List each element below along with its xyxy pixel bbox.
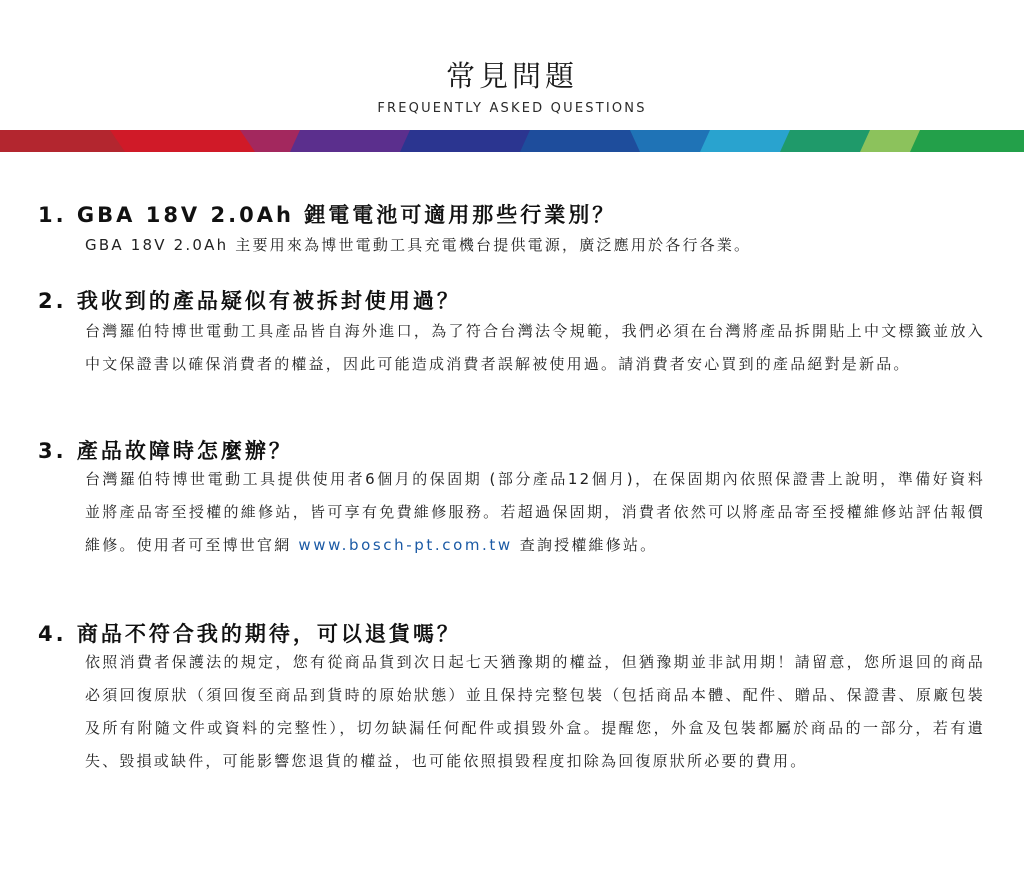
faq-question-2: 2. 我收到的產品疑似有被拆封使用過？ — [38, 289, 461, 313]
faq-answer-1: GBA 18V 2.0Ah 主要用來為博世電動工具充電機台提供電源，廣泛應用於各行各業。 — [85, 236, 752, 254]
faq-answer-3 — [85, 463, 985, 562]
faq-answer-2: 台灣羅伯特博世電動工具產品皆自海外進口，為了符合台灣法令規範，我們必須在台灣將產品拆開貼上中文標籤並放入中文保證書以確保消費者的權益，因此可能造成消費者誤解被使用過。請消費者安心買到的產品絕對是新品。 — [85, 322, 985, 373]
faq-answer-3-text: 台灣羅伯特博世電動工具提供使用者6個月的保固期 (部分產品12個月)，在保固期內依照保證書上說明，準備好資料並將產品寄至授權的維修站，皆可享有免費維修服務。若超過保固期，消費者依然可以將產品寄至授權維修站評估報價維修。使用者可至博世官網 — [85, 470, 985, 554]
stripe-segment — [400, 130, 540, 152]
faq-question-1: 1. GBA 18V 2.0Ah 鋰電電池可適用那些行業別？ — [38, 203, 617, 227]
stripe-segment — [910, 130, 1024, 152]
stripe-segment — [290, 130, 420, 152]
faq-question-3: 3. 產品故障時怎麼辦？ — [38, 439, 293, 463]
stripe-segment — [110, 130, 265, 152]
page-title: 常見問題 — [445, 59, 578, 93]
faq-answer-4: 依照消費者保護法的規定，您有從商品貨到次日起七天猶豫期的權益，但猶豫期並非試用期！請留意，您所退回的商品必須回復原狀（須回復至商品到貨時的原始狀態）並且保持完整包裝（包括商品本體、配件、贈品、保證書、原廠包裝及所有附隨文件或資料的完整性），切勿缺漏任何配件或損毀外盒。提醒您，外盒及包裝都屬於商品的一部分，若有遺失、毀損或缺件，可能影響您退貨的權益，也可能依照損毀程度扣除為回復原狀所必要的費用。 — [85, 653, 985, 770]
page-subtitle: FREQUENTLY ASKED QUESTIONS — [377, 101, 647, 116]
faq-answer-3-text-end: 查詢授權維修站。 — [512, 536, 658, 554]
color-stripe-banner — [0, 130, 1024, 152]
bosch-website-link[interactable]: www.bosch-pt.com.tw — [298, 536, 513, 554]
page-header — [0, 58, 1024, 118]
faq-question-4: 4. 商品不符合我的期待，可以退貨嗎？ — [38, 622, 461, 646]
stripe-segment — [520, 130, 650, 152]
